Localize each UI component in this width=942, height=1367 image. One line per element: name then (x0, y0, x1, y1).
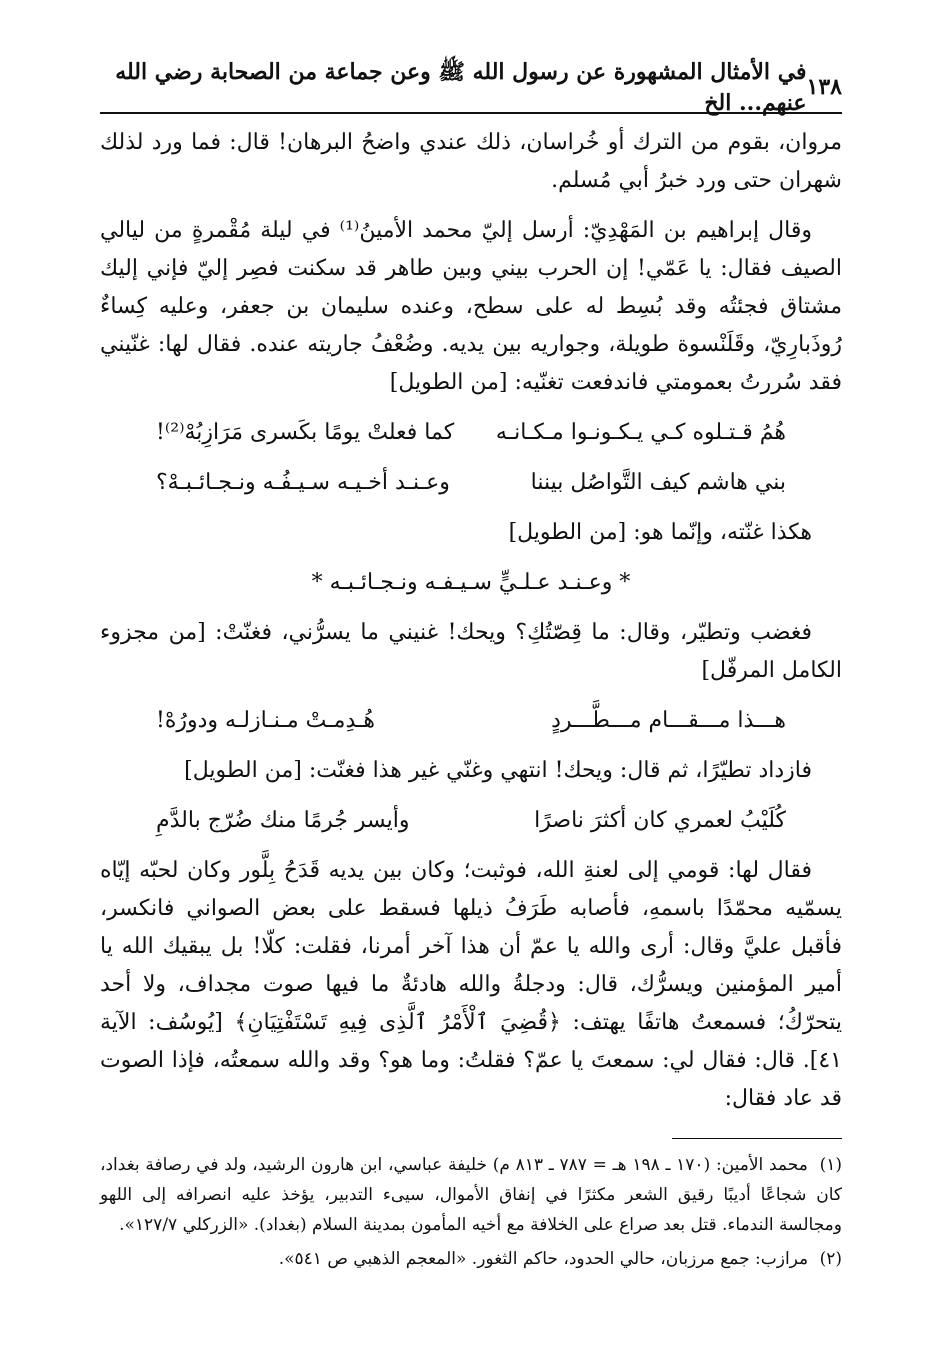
footnote-number: (٢) (819, 1249, 842, 1269)
verse-first-hemistich: كُلَيْبُ لعمري كان أكثرَ ناصرًا (534, 808, 786, 833)
paragraph: وقال إبراهيم بن المَهْدِيّ: أرسل إليّ محمد الأمينُ⁽¹⁾ في ليلة مُقْمرةٍ من ليالي الصيف فقال: يا عَمّي! إن الحرب بيني وبين طاهر قد سكنت فصِر إليّ فإني إليك مشتاق فجئتُه وقد بُسِط له على سطح، وعنده سليمان بن جعفر، وعليه كِساءٌ رُوذَبارِيّ، وقَلَنْسوة طويلة، وجواريه بين يديه. وضُعْفُ جاريته عنده. فقال لها: غنّيني فقد سُررتُ بعمومتي فاندفعت تغنّيه: [من الطويل] (100, 218, 842, 395)
main-text (100, 124, 842, 1130)
paragraph: فغضب وتطيّر، وقال: ما قِصّتُكِ؟ ويحك! غنيني ما يسرُّني، فغنّتْ: [من مجزوء الكامل المرفّل] (100, 620, 842, 683)
footnote (100, 1244, 842, 1274)
footnote (100, 1150, 842, 1240)
verse-second-hemistich: هُـدِمـتْ مـنـازلـه ودورُهْ! (156, 708, 376, 733)
footnote-text: مرازب: جمع مرزبان، حالي الحدود، حاكم الثغور. «المعجم الذهبي ص ٥٤١». (278, 1249, 809, 1269)
header-rule (100, 112, 842, 114)
verse-line (100, 414, 842, 452)
centered-hemistich: * وعـنـد عـلـيٍّ سـيـفـه ونـجـائـبـه * (311, 570, 631, 595)
verse-first-hemistich: هُمُ قـتـلوه كـي يـكـونـوا مـكـانـه (495, 420, 786, 445)
verse-second-hemistich: وعـنـد أخـيـه سـيـفُـه ونـجـائـبـهْ؟ (156, 470, 450, 495)
verse-line (100, 464, 842, 502)
verse-line (100, 802, 842, 840)
verse-second-hemistich: كما فعلتْ يومًا بكَسرى مَرَازِبُهْ⁽²⁾! (156, 420, 455, 445)
paragraph: فقال لها: قومي إلى لعنةِ الله، فوثبت؛ وكان بين يديه قَدَحُ بِلَّور وكان لحبّه إيّاه يسمّيه محمّدًا باسمهِ، فأصابه طَرَفُ ذيلها فسقط على بعض الصواني فانكسر، فأقبل عليَّ وقال: أرى والله يا عمّ أن هذا آخر أمرنا، فقلت: كلّا! بل يبقيك الله يا أمير المؤمنين ويسرُّك، قال: ودجلةُ والله هادئةٌ ما فيها صوت مجداف، ولا أحد يتحرّكُ؛ فسمعتُ هاتفًا يهتف: ﴿قُضِيَ ٱلْأَمْرُ ٱلَّذِى فِيهِ تَسْتَفْتِيَانِ﴾ [يُوسُف: الآية ٤١]. قال: فقال لي: سمعتَ يا عمّ؟ فقلتُ: وما هو؟ وقد والله سمعتُه، فإذا الصوت قد عاد فقال: (100, 858, 842, 1111)
paragraph: هكذا غنّته، وإنّما هو: [من الطويل] (508, 520, 812, 545)
verse-first-hemistich: بني هاشم كيف التَّواصُل بيننا (530, 470, 786, 495)
running-header (100, 59, 842, 116)
verse-first-hemistich: هـــذا مـــقـــام مـــطَّـــردٍ (551, 708, 786, 733)
verse-line (100, 702, 842, 740)
paragraph: مروان، بقوم من الترك أو خُراسان، ذلك عندي واضحُ البرهان! قال: فما ورد لذلك شهران حتى ورد خبرُ أبي مُسلم. (100, 130, 843, 193)
footnote-rule (672, 1138, 842, 1139)
running-title: في الأمثال المشهورة عن رسول الله ﷺ وعن جماعة من الصحابة رضي الله عنهم... الخ (115, 59, 807, 116)
page-number: ١٣٨ (806, 74, 842, 100)
paragraph: فازداد تطيّرًا، ثم قال: ويحك! انتهي وغنّي غير هذا فغنّت: [من الطويل] (184, 758, 812, 783)
footnote-text: محمد الأمين: (١٧٠ ـ ١٩٨ هـ = ٧٨٧ ـ ٨١٣ م) خليفة عباسي، ابن هارون الرشيد، ولد في رصافة بغداد، كان شجاعًا أديبًا رقيق الشعر مكثرًا في إنفاق الأموال، سيىء التدبير، يؤخذ عليه انصرافه إلى اللهو ومجالسة الندماء. قتل بعد صراع على الخلافة مع أخيه المأمون بمدينة السلام (بغداد). «الزركلي ١٢٧/٧». (100, 1155, 842, 1235)
verse-second-hemistich: وأيسر جُرمًا منك ضُرّج بالدَّمِ (156, 808, 410, 833)
footnotes (100, 1150, 842, 1278)
footnote-number: (١) (819, 1155, 842, 1175)
